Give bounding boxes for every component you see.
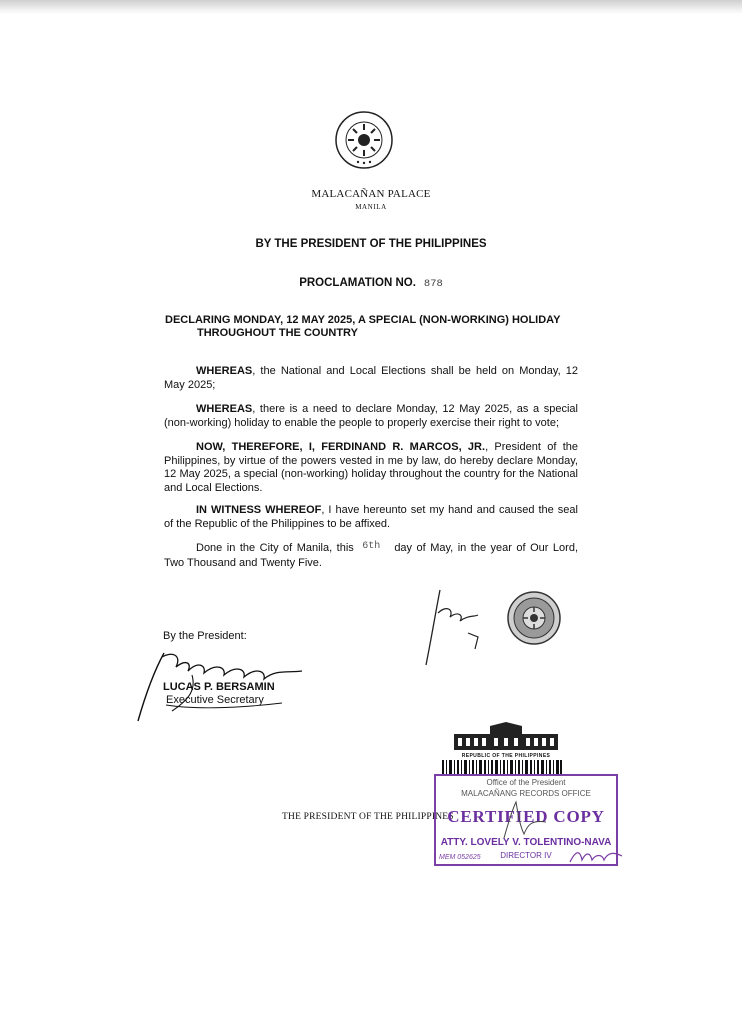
paragraph-lead: IN WITNESS WHEREOF [196,504,322,516]
paragraph-text: , the National and Local Elections shall be held on Monday, 12 May 2025; [164,365,578,391]
barcode-icon [442,760,562,774]
viewer-top-shadow [0,0,742,14]
done-paragraph [164,542,578,570]
stamp-office-line: Office of the President [486,778,566,787]
paragraph-text: , President of the Philippines, by virtue of the powers vested in me by law, do hereby declare Monday, 12 May 2025, a special (non-working) holiday throughout the country for the National and Local Elections. [164,441,578,494]
stamp-initials-icon [568,846,624,866]
republic-seal-icon [506,590,562,646]
malacanang-palace-icon [452,722,560,752]
palace-name: MALACAÑAN PALACE [311,188,431,200]
declaration-paragraph [164,441,578,495]
stamp-records-line: MALACAÑANG RECORDS OFFICE [461,789,591,798]
secretary-signature-icon [132,645,312,725]
paragraph-lead: WHEREAS [196,403,253,415]
stamp-officer-title: DIRECTOR IV [500,851,552,860]
palace-city: MANILA [355,203,387,211]
proclamation-heading [0,277,742,290]
issuer-heading: BY THE PRESIDENT OF THE PHILIPPINES [255,238,487,250]
proclamation-number: 878 [423,278,443,290]
paragraph-lead: NOW, THEREFORE, I, FERDINAND R. MARCOS, JR. [196,441,486,453]
stamp-signature-icon [490,800,550,840]
stamp-reference: MEM 052625 [439,854,481,861]
paragraph-lead: WHEREAS [196,365,253,377]
title-line-2: THROUGHOUT THE COUNTRY [197,327,358,339]
paragraph-text: , I have hereunto set my hand and caused the seal of the Republic of the Philippines to be affixed. [164,504,578,530]
secretary-name: LUCAS P. BERSAMIN [163,681,275,693]
president-signature-icon [420,585,500,670]
paragraph-text: , there is a need to declare Monday, 12 May 2025, as a special (non-working) holiday to enable the people to properly exercise their right to vote; [164,403,578,429]
whereas-paragraph-2 [164,403,578,430]
secretary-title: Executive Secretary [166,694,264,706]
by-the-president-label: By the President: [163,630,247,642]
done-suffix: day of May, in the year of Our Lord, Two Thousand and Twenty Five. [164,542,579,569]
presidential-seal-icon [334,110,394,170]
witness-paragraph [164,504,578,531]
title-line-1: DECLARING MONDAY, 12 MAY 2025, A SPECIAL (NON-WORKING) HOLIDAY [165,314,561,326]
done-prefix: Done in the City of Manila, this [196,542,354,554]
republic-label: REPUBLIC OF THE PHILIPPINES [461,753,551,759]
whereas-paragraph-1 [164,365,578,392]
stamp-officer-name: ATTY. LOVELY V. TOLENTINO-NAVA [440,837,612,848]
stamp-certified-copy: CERTIFIED COPY [447,807,605,826]
president-footer-line: THE PRESIDENT OF THE PHILIPPINES [282,812,454,822]
done-day: 6th [362,541,381,552]
proclamation-label: PROCLAMATION NO. [299,277,416,289]
proclamation-title [165,314,585,340]
